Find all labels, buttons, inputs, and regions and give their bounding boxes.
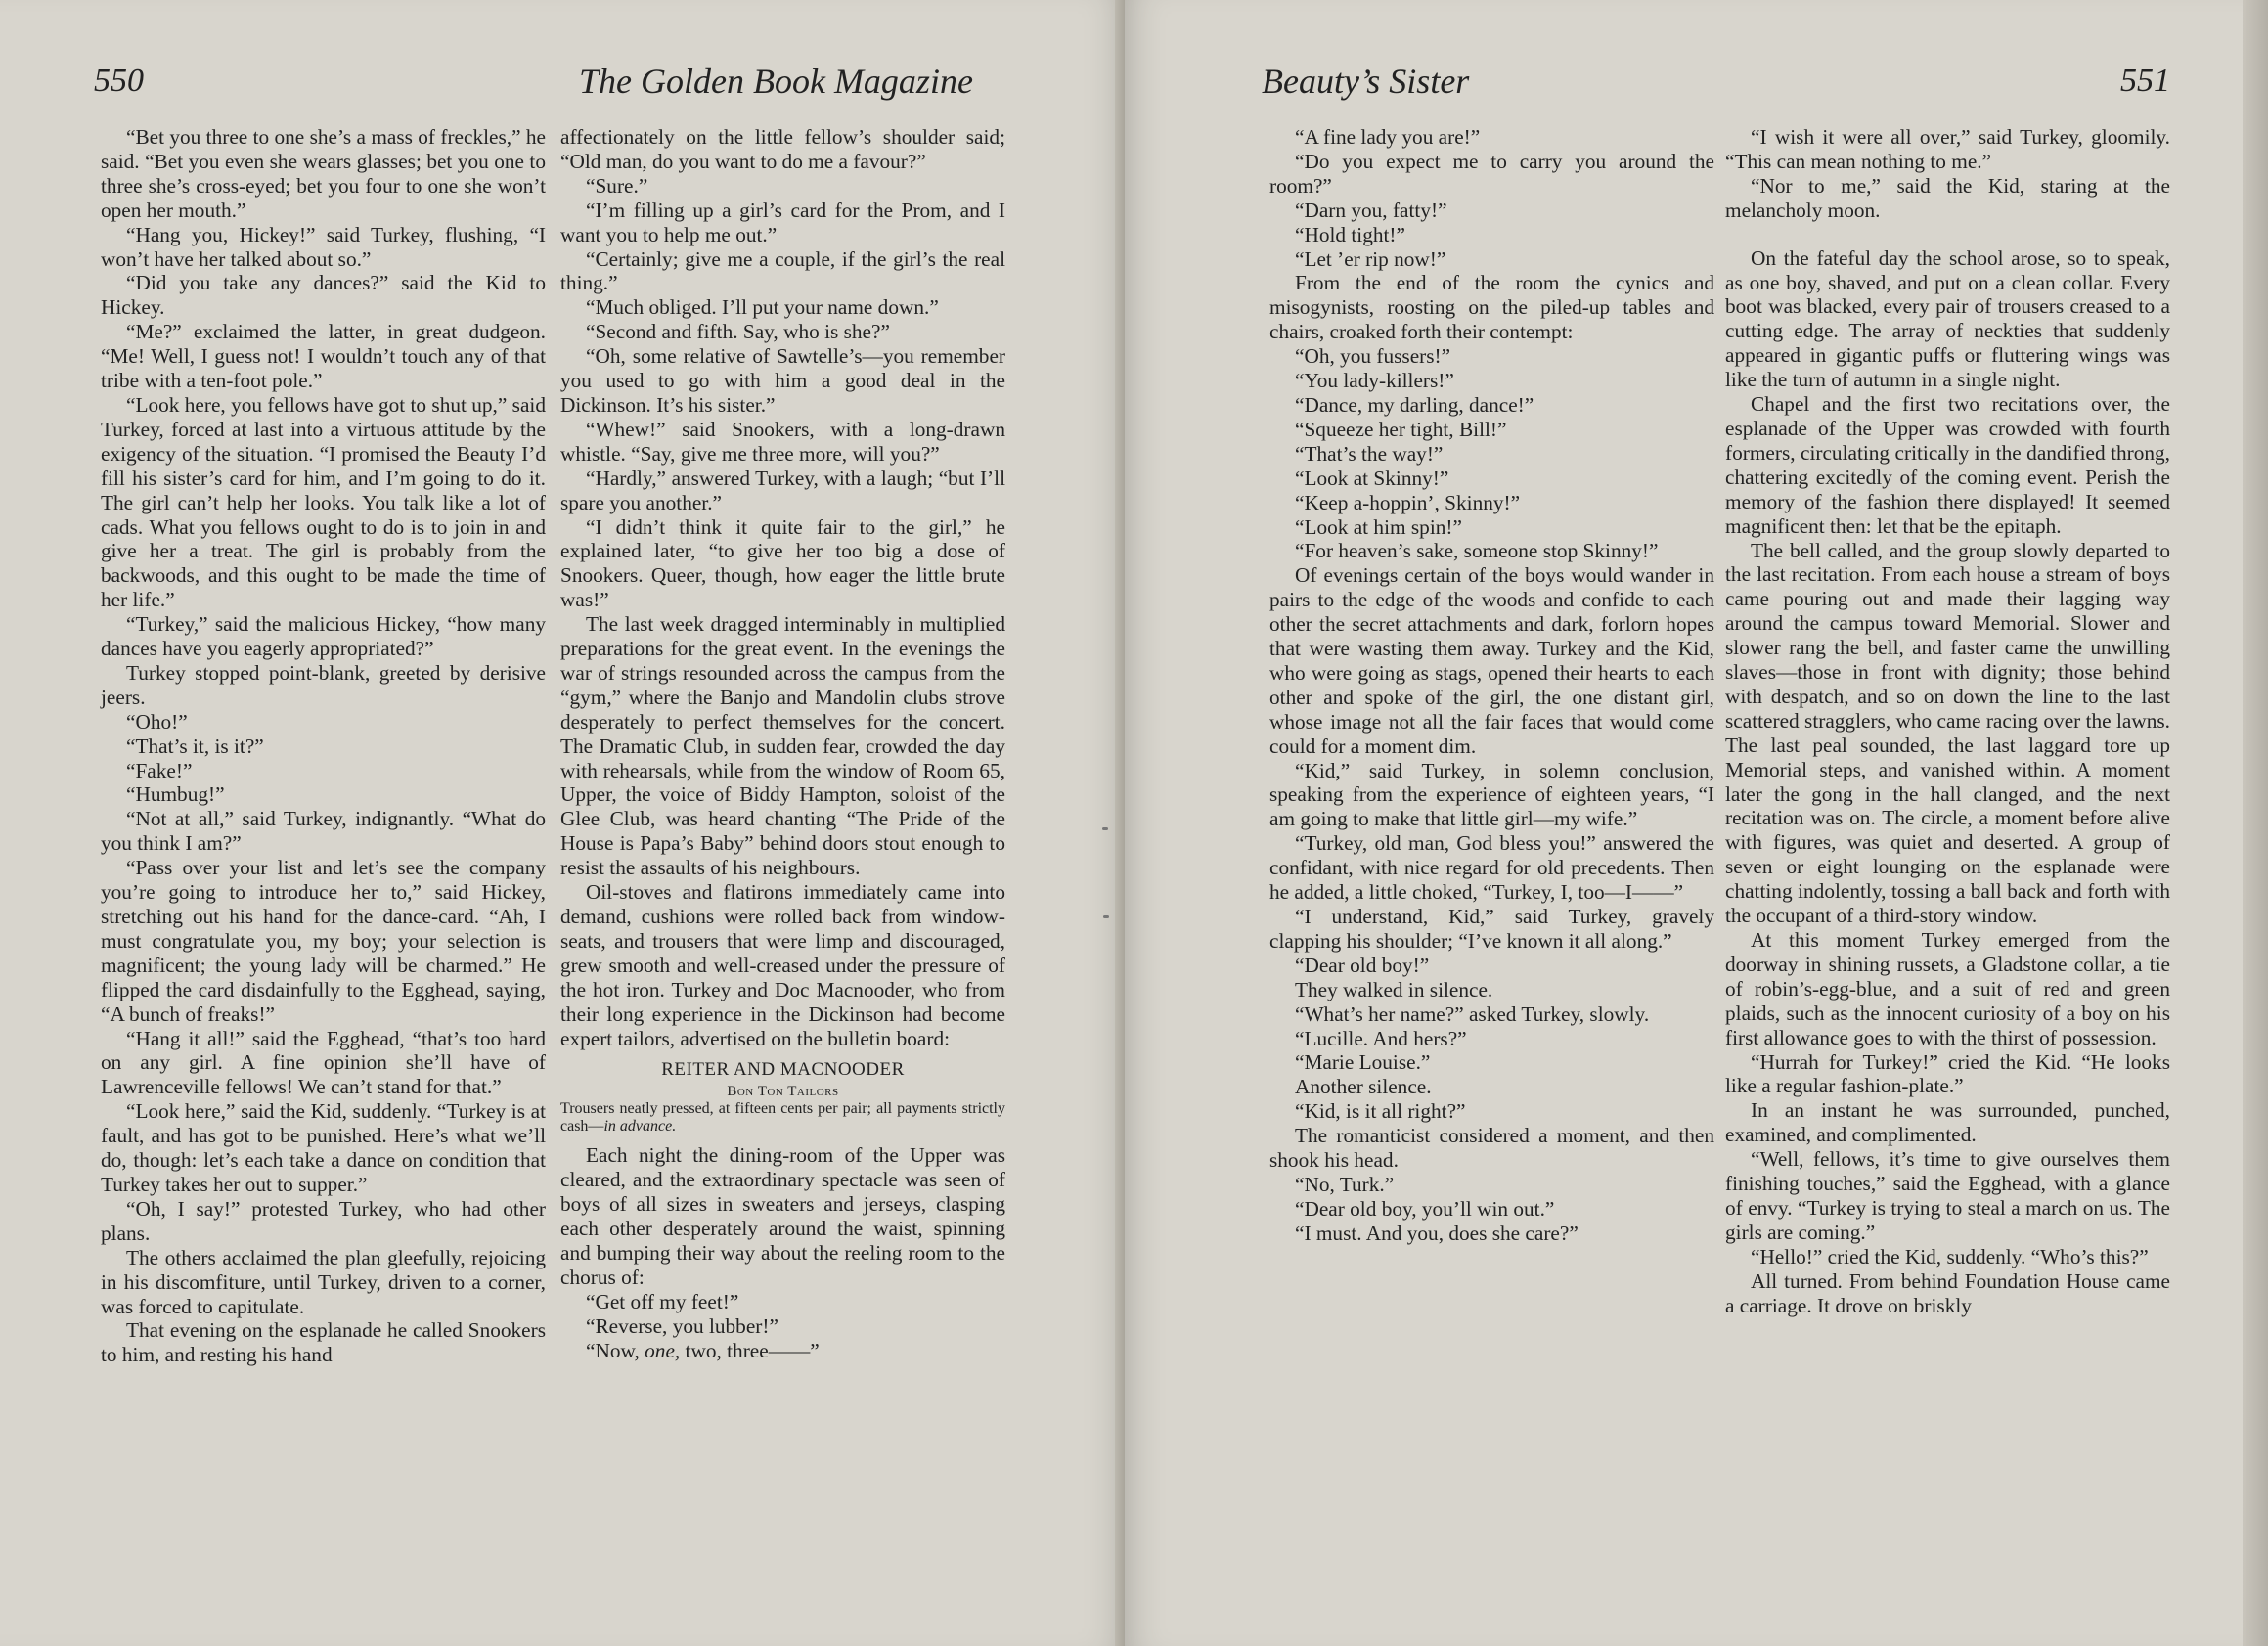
paragraph: Each night the dining-room of the Upper was cleared, and the extraordinary spectacle was seen of boys of all sizes in sweaters and jerseys, clasping each other desperately around the waist, spinning and bumping their way about the reeling room to the chorus of: xyxy=(560,1143,1005,1289)
right-page-column-1 xyxy=(1269,125,1714,1246)
paragraph: “Second and fifth. Say, who is she?” xyxy=(586,320,890,344)
paragraph: The romanticist considered a moment, and then shook his head. xyxy=(1269,1124,1714,1173)
paragraph: “Well, fellows, it’s time to give ourselves them finishing touches,” said the Egghead, with a glance of envy. “Turkey is trying to steal a march on us. The girls are coming.” xyxy=(1725,1147,2170,1244)
paragraph: “Hold tight!” xyxy=(1295,222,1405,246)
paragraph: “Hang you, Hickey!” said Turkey, flushing, “I won’t have her talked about so.” xyxy=(101,222,546,271)
paragraph: affectionately on the little fellow’s shoulder said; “Old man, do you want to do me a favour?” xyxy=(560,125,1005,173)
paragraph: “Oh, some relative of Sawtelle’s—you remember you used to go with him a good deal in the Dickinson. It’s his sister.” xyxy=(560,344,1005,417)
paragraph: “You lady-killers!” xyxy=(1295,369,1454,393)
paragraph: “I wish it were all over,” said Turkey, gloomily. “This can mean nothing to me.” xyxy=(1725,125,2170,173)
line-end: two, three——” xyxy=(680,1338,820,1362)
paragraph: “Keep a-hoppin’, Skinny!” xyxy=(1295,490,1521,514)
paragraph: “That’s the way!” xyxy=(1295,441,1444,466)
paragraph: From the end of the room the cynics and misogynists, roosting on the piled-up tables and chairs, croaked forth their contempt: xyxy=(1269,271,1714,344)
left-page xyxy=(0,0,1125,1646)
paragraph: “Get off my feet!” xyxy=(586,1289,739,1313)
print-speck xyxy=(1103,915,1109,918)
paragraph: “For heaven’s sake, someone stop Skinny!” xyxy=(1295,539,1659,563)
paragraph: “Fake!” xyxy=(126,758,193,782)
paragraph: “Sure.” xyxy=(586,173,648,198)
paragraph: Oil-stoves and flatirons immediately came into demand, cushions were rolled back from window-seats, and trousers that were limp and discouraged, grew smooth and well-creased under the pressure of the hot iron. Turkey and Doc Macnooder, who from their long experience in the Dickinson had become expert tailors, advertised on the bulletin board: xyxy=(560,880,1005,1050)
paragraph: “Turkey, old man, God bless you!” answered the confidant, with nice regard for old precedents. Then he added, a little choked, “Turkey, I, too—I——” xyxy=(1269,831,1714,905)
paragraph: In an instant he was surrounded, punched, examined, and complimented. xyxy=(1725,1098,2170,1147)
paragraph: “Hurrah for Turkey!” cried the Kid. “He looks like a regular fashion-plate.” xyxy=(1725,1049,2170,1098)
paragraph: “Oho!” xyxy=(126,709,188,734)
paragraph: “Hello!” cried the Kid, suddenly. “Who’s this?” xyxy=(1751,1244,2149,1268)
paragraph: All turned. From behind Foundation House came a carriage. It drove on briskly xyxy=(1725,1268,2170,1317)
paragraph: “Kid,” said Turkey, in solemn conclusion, speaking from the experience of eighteen years, “I am going to make that little girl—my wife.” xyxy=(1269,758,1714,831)
paragraph: On the fateful day the school arose, so to speak, as one boy, shaved, and put on a clean collar. Every boot was blacked, every pair of trousers creased to a cutting edge. The array of neckties that suddenly appeared in gigantic puffs or fluttering wings was like the turn of autumn in a single night. xyxy=(1725,245,2170,392)
line-start: “Now, xyxy=(586,1338,645,1362)
paragraph xyxy=(560,1339,1005,1363)
left-page-column-1 xyxy=(101,125,546,1367)
paragraph: “What’s her name?” asked Turkey, slowly. xyxy=(1295,1001,1650,1026)
paragraph: “Dear old boy, you’ll win out.” xyxy=(1295,1196,1555,1221)
paragraph: “Look at Skinny!” xyxy=(1295,466,1449,490)
paragraph: “I understand, Kid,” said Turkey, gravely clapping his shoulder; “I’ve known it all along.” xyxy=(1269,905,1714,953)
paragraph: The others acclaimed the plan gleefully, rejoicing in his discomfiture, until Turkey, driven to a corner, was forced to capitulate. xyxy=(101,1245,546,1318)
notice-heading: REITER AND MACNOODER xyxy=(661,1059,905,1081)
paragraph: “Lucille. And hers?” xyxy=(1295,1026,1467,1050)
paragraph: “Did you take any dances?” said the Kid to Hickey. xyxy=(101,271,546,320)
paragraph: “Oh, I say!” protested Turkey, who had other plans. xyxy=(101,1196,546,1245)
paragraph: Turkey stopped point-blank, greeted by derisive jeers. xyxy=(101,660,546,709)
paragraph: “Do you expect me to carry you around the room?” xyxy=(1269,149,1714,198)
notice-body xyxy=(560,1100,1005,1135)
paragraph: “Look at him spin!” xyxy=(1295,514,1462,539)
running-head: The Golden Book Magazine xyxy=(579,62,973,101)
paragraph: “Squeeze her tight, Bill!” xyxy=(1295,417,1507,441)
line-emphasis: one, xyxy=(645,1338,681,1362)
paragraph: The bell called, and the group slowly departed to the last recitation. From each house a stream of boys came pouring out and made their lagging way around the campus toward Memorial. Slower and slower rang the bell, and faster came the unwilling slaves—those in front with dignity; those behind with despatch, and so on down the line to the last scattered stragglers, who came racing over the lawns. The last peal sounded, the last laggard tore up Memorial steps, and vanished within. A moment later the gong in the hall clanged, and the next recitation was on. The circle, a moment before alive with figures, was quiet and deserted. A group of seven or eight lounging on the esplanade were chatting indolently, tossing a ball back and forth with the occupant of a third-story window. xyxy=(1725,538,2170,928)
paragraph: “I must. And you, does she care?” xyxy=(1295,1221,1579,1245)
paragraph: “I didn’t think it quite fair to the girl,” he explained later, “to give her too big a dose of Snookers. Queer, though, how eager the little brute was!” xyxy=(560,514,1005,612)
paragraph: “Not at all,” said Turkey, indignantly. “What do you think I am?” xyxy=(101,807,546,856)
running-head: Beauty’s Sister xyxy=(1262,62,1470,101)
page-number: 550 xyxy=(94,63,144,99)
paragraph: “Reverse, you lubber!” xyxy=(586,1313,778,1338)
paragraph: “Nor to me,” said the Kid, staring at the melancholy moon. xyxy=(1725,173,2170,222)
paragraph: “Marie Louise.” xyxy=(1295,1050,1431,1075)
paragraph: That evening on the esplanade he called Snookers to him, and resting his hand xyxy=(101,1318,546,1367)
paragraph: Chapel and the first two recitations over, the esplanade of the Upper was crowded with fourth formers, circulating critically in the dandified throng, chattering excitedly of the coming event. Perish the memory of the fashion there displayed! It seemed magnificent then: let that be the epitaph. xyxy=(1725,392,2170,538)
paragraph: “Let ’er rip now!” xyxy=(1295,246,1446,271)
notice-subheading: Bon Ton Tailors xyxy=(727,1084,839,1100)
paragraph: “No, Turk.” xyxy=(1295,1172,1395,1196)
paragraph: “Hang it all!” said the Egghead, “that’s too hard on any girl. A fine opinion she’ll have of Lawrenceville fellows! We can’t stand for that.” xyxy=(101,1026,546,1099)
paragraph: “That’s it, is it?” xyxy=(126,734,264,758)
paragraph: “Turkey,” said the malicious Hickey, “how many dances have you eagerly appropriated?” xyxy=(101,612,546,661)
paragraph: The last week dragged interminably in multiplied preparations for the great event. In the evenings the war of strings resounded across the campus from the “gym,” where the Banjo and Mandolin clubs strove desperately to perfect themselves for the concert. The Dramatic Club, in sudden fear, crowded the day with rehearsals, while from the window of Room 65, Upper, the voice of Biddy Hampton, soloist of the Glee Club, was heard chanting “The Pride of the House is Papa’s Baby” behind doors stout enough to resist the assaults of his neighbours. xyxy=(560,612,1005,880)
notice-body-text: Trousers neatly pressed, at fifteen cents per pair; all payments strictly cash— xyxy=(560,1100,1005,1135)
paragraph: Of evenings certain of the boys would wander in pairs to the edge of the woods and confide to each other the secret attachments and dark, forlorn hopes that were wasting them away. Turkey and the Kid, who were going as stags, opened their hearts to each other and spoke of the girl, the one distant girl, whose image not all the fair faces that would come could for a moment dim. xyxy=(1269,563,1714,758)
paragraph: “Oh, you fussers!” xyxy=(1295,344,1451,369)
paragraph: “Dance, my darling, dance!” xyxy=(1295,392,1534,417)
paragraph: “Much obliged. I’ll put your name down.” xyxy=(586,295,939,320)
right-page xyxy=(1125,0,2268,1646)
notice-body-emphasis: in advance. xyxy=(603,1118,677,1135)
paragraph: “Kid, is it all right?” xyxy=(1295,1099,1466,1124)
paragraph: “Look here,” said the Kid, suddenly. “Turkey is at fault, and has got to be punished. Here’s what we’ll do, though: let’s each take a dance on condition that Turkey takes her out to supper.” xyxy=(101,1099,546,1196)
paragraph: “Hardly,” answered Turkey, with a laugh; “but I’ll spare you another.” xyxy=(560,466,1005,514)
paragraph: “I’m filling up a girl’s card for the Prom, and I want you to help me out.” xyxy=(560,198,1005,246)
paragraph: “Me?” exclaimed the latter, in great dudgeon. “Me! Well, I guess not! I wouldn’t touch any of that tribe with a ten-foot pole.” xyxy=(101,320,546,393)
right-page-column-2 xyxy=(1725,125,2170,1318)
paragraph: “Darn you, fatty!” xyxy=(1295,198,1447,222)
paragraph: “Humbug!” xyxy=(126,782,225,807)
paragraph: Another silence. xyxy=(1295,1075,1432,1099)
paragraph: They walked in silence. xyxy=(1295,977,1493,1001)
paragraph: At this moment Turkey emerged from the doorway in shining russets, a Gladstone collar, a tie of robin’s-egg-blue, and a suit of red and green plaids, such as the innocent curiosity of a boy on his first allowance goes to with the thirst of possession. xyxy=(1725,928,2170,1049)
paragraph: “Bet you three to one she’s a mass of freckles,” he said. “Bet you even she wears glasses; bet you one to three she’s cross-eyed; bet you four to one she won’t open her mouth.” xyxy=(101,125,546,222)
paragraph: “Certainly; give me a couple, if the girl’s the real thing.” xyxy=(560,246,1005,295)
left-page-column-2 xyxy=(560,125,1005,1363)
paragraph: “Dear old boy!” xyxy=(1295,953,1430,977)
paragraph: “Pass over your list and let’s see the company you’re going to introduce her to,” said Hickey, stretching out his hand for the dance-card. “Ah, I must congratulate you, my boy; your selection is magnificent; the young lady will be charmed.” He flipped the card disdainfully to the Egghead, saying, “A bunch of freaks!” xyxy=(101,856,546,1026)
page-number: 551 xyxy=(2120,63,2170,99)
paragraph: “Whew!” said Snookers, with a long-drawn whistle. “Say, give me three more, will you?” xyxy=(560,417,1005,466)
print-speck xyxy=(1102,827,1108,830)
paragraph: “A fine lady you are!” xyxy=(1295,125,1481,149)
paragraph: “Look here, you fellows have got to shut up,” said Turkey, forced at last into a virtuous attitude by the exigency of the situation. “I promised the Beauty I’d fill his sister’s card for him, and I’m going to do it. The girl can’t help her looks. You talk like a lot of cads. What you fellows ought to do is to join in and give her a treat. The girl is probably from the backwoods, and this ought to be made the time of her life.” xyxy=(101,392,546,612)
page-edge xyxy=(2243,0,2268,1646)
